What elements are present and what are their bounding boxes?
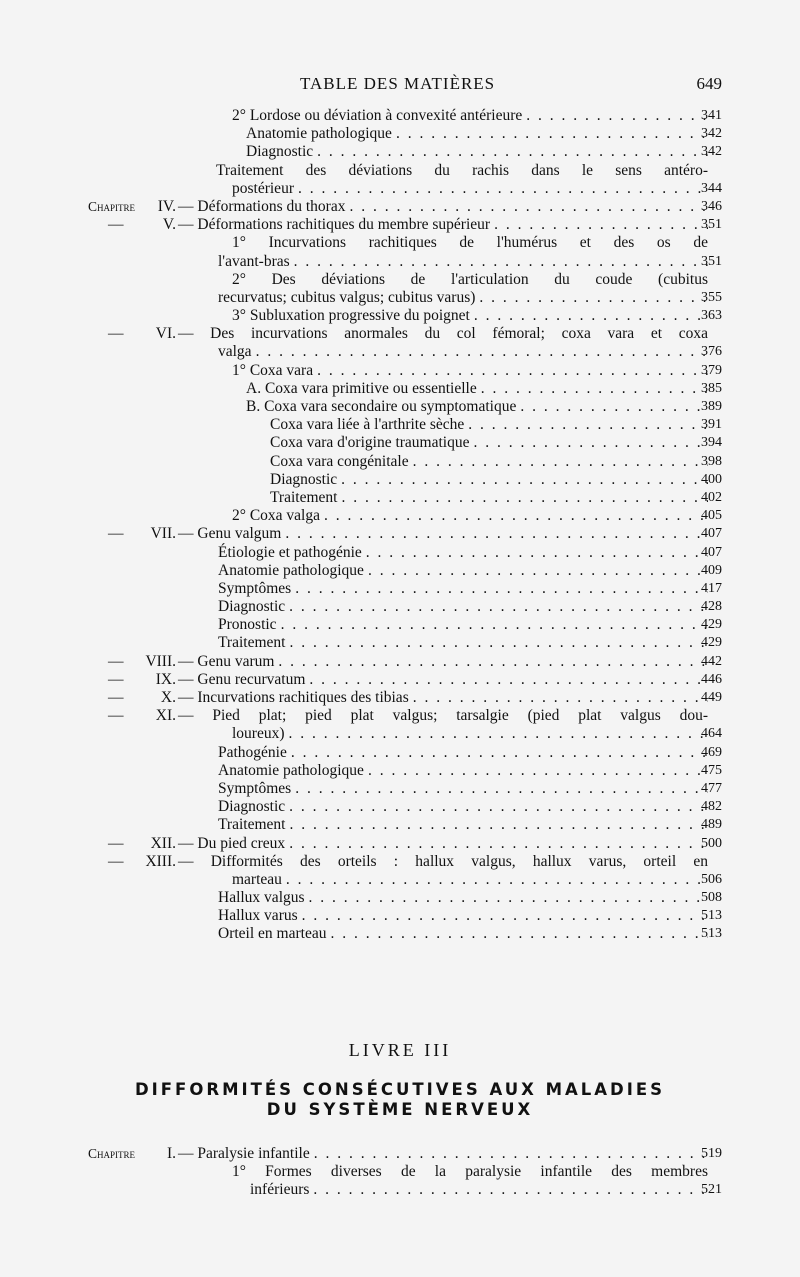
page-ref: 351	[701, 253, 722, 269]
page-ref: 351	[701, 217, 722, 233]
page-ref: 446	[701, 671, 722, 687]
page-ref: 363	[701, 308, 722, 324]
dot-leader	[291, 780, 708, 798]
dot-leader	[364, 562, 708, 580]
toc-entry: Pathogénie . . .	[218, 744, 708, 762]
toc-line	[0, 798, 800, 816]
page-ref: 475	[701, 762, 722, 778]
page-ref: 398	[701, 453, 722, 469]
toc-line: — XII. — Du pied creux . . . 500	[0, 835, 800, 853]
toc-line	[0, 744, 800, 762]
toc-entry: Orteil en marteau . . .	[218, 925, 708, 943]
toc-entry: Anatomie pathologique . . .	[246, 125, 708, 143]
dot-leader	[274, 653, 708, 671]
toc-line	[0, 1145, 800, 1163]
page-ref: 389	[701, 399, 722, 414]
toc-line	[0, 816, 800, 834]
toc-line	[0, 289, 800, 307]
toc-entry: Traitement . . .	[270, 489, 708, 507]
page-ref: 407	[701, 544, 722, 560]
toc-entry: — Genu recurvatum . . .	[178, 671, 708, 689]
toc-line: — VII. — Genu valgum . . . 407	[0, 525, 800, 543]
page-ref: 342	[701, 144, 722, 160]
page-ref: 513	[701, 926, 722, 942]
dot-leader	[364, 762, 708, 780]
page-ref: 469	[701, 744, 722, 760]
toc-entry: Traitement . . .	[218, 816, 708, 834]
toc-line	[0, 725, 800, 743]
toc-entry: Traitement . . .	[218, 634, 708, 652]
toc-entry: Hallux valgus . . .	[218, 889, 708, 907]
toc-line	[0, 471, 800, 489]
toc-line	[0, 453, 800, 471]
page-ref: 442	[701, 653, 722, 669]
page-ref: 482	[701, 799, 722, 815]
toc-entry: Symptômes . . .	[218, 580, 708, 598]
toc-line	[0, 380, 800, 398]
toc-entry: Coxa vara congénitale . . .	[270, 453, 708, 471]
page-ref: 519	[701, 1146, 722, 1161]
running-header	[0, 74, 800, 100]
page-ref: 391	[701, 417, 722, 433]
page-ref: 342	[701, 126, 722, 142]
toc-line	[0, 544, 800, 562]
toc-line: — VI. — Des incurvations anormales du col fémoral; coxa vara et coxa	[108, 325, 708, 343]
toc-entry: Pronostic . . .	[218, 616, 708, 634]
toc-entry: — Déformations rachitiques du membre supérieur . . .	[178, 216, 708, 234]
dot-leader	[285, 725, 708, 743]
toc-entry: 2° Des déviations de l'articulation du coude (cubitus	[232, 270, 708, 288]
dot-leader	[285, 798, 708, 816]
toc-entry: valga . . .	[218, 343, 708, 361]
toc-line	[0, 634, 800, 652]
toc-line	[0, 198, 800, 216]
toc-entry: 1° Incurvations rachitiques de l'humérus et des os de	[232, 234, 708, 252]
table-of-contents	[0, 107, 800, 944]
chapter-label: Chapitre IV.	[88, 197, 176, 215]
toc-entry: Symptômes . . .	[218, 780, 708, 798]
page-ref: 400	[701, 471, 722, 487]
dot-leader	[464, 416, 708, 434]
dot-leader	[490, 216, 708, 234]
toc-entry: Anatomie pathologique . . .	[218, 562, 708, 580]
dot-leader	[313, 362, 708, 380]
dot-leader	[326, 925, 708, 943]
page-ref: 409	[701, 562, 722, 578]
dot-leader	[392, 125, 708, 143]
dot-leader	[320, 507, 708, 525]
toc-line	[0, 180, 800, 198]
toc-line: — XIII. — Difformités des orteils : hallux valgus, hallux varus, orteil en	[108, 852, 708, 870]
toc-line	[0, 871, 800, 889]
dot-leader	[287, 744, 708, 762]
dot-leader	[475, 289, 708, 307]
toc-entry: — Genu varum . . .	[178, 653, 708, 671]
toc-line	[0, 780, 800, 798]
dot-leader	[281, 525, 708, 543]
page-title: TABLE DES MATIÈRES	[300, 74, 496, 93]
page-number: 649	[696, 74, 722, 93]
page-ref: 405	[701, 508, 722, 524]
dot-leader	[409, 689, 708, 707]
toc-line	[0, 362, 800, 380]
toc-line	[0, 889, 800, 907]
section-title-line-1: DIFFORMITÉS CONSÉCUTIVES AUX MALADIES	[134, 1080, 666, 1099]
dot-leader	[298, 907, 708, 925]
toc-line	[0, 162, 800, 180]
toc-line	[0, 616, 800, 634]
dot-leader	[291, 580, 708, 598]
page-ref: 429	[701, 635, 722, 651]
page-ref: 429	[701, 617, 722, 633]
dot-leader	[285, 598, 708, 616]
book-part-heading: LIVRE III	[348, 1040, 452, 1060]
toc-entry: Diagnostic . . .	[218, 798, 708, 816]
dot-leader	[470, 434, 709, 452]
toc-entry: Anatomie pathologique . . .	[218, 762, 708, 780]
toc-entry: postérieur . . .	[232, 180, 708, 198]
toc-line: — X. — Incurvations rachitiques des tibias . . . 449	[0, 689, 800, 707]
toc-entry: 1° Formes diverses de la paralysie infantile des membres	[232, 1163, 708, 1181]
toc-entry: Diagnostic . . .	[218, 598, 708, 616]
toc-entry: A. Coxa vara primitive ou essentielle . . .	[246, 380, 708, 398]
toc-entry: l'avant-bras . . .	[218, 253, 708, 271]
dot-leader	[522, 107, 708, 125]
toc-line	[0, 107, 800, 125]
page-ref: 449	[701, 690, 722, 705]
page-ref: 506	[701, 871, 722, 887]
page-ref: 477	[701, 780, 722, 796]
toc-line	[0, 562, 800, 580]
toc-line	[0, 762, 800, 780]
toc-entry: B. Coxa vara secondaire ou symptomatique . . .	[246, 398, 708, 416]
toc-entry: Diagnostic . . .	[246, 143, 708, 161]
page-ref: 344	[701, 180, 722, 196]
toc-line	[0, 125, 800, 143]
toc-line	[0, 1163, 800, 1181]
toc-line	[0, 598, 800, 616]
chapter-label: Chapitre I.	[88, 1145, 176, 1162]
toc-line	[0, 253, 800, 271]
toc-line	[0, 580, 800, 598]
dot-leader	[362, 544, 708, 562]
toc-entry: Traitement des déviations du rachis dans le sens antéro-	[216, 161, 708, 179]
dot-leader	[290, 253, 708, 271]
dot-leader	[294, 180, 708, 198]
page-ref: 355	[701, 289, 722, 305]
section-title-line-2: DU SYSTÈME NERVEUX	[266, 1100, 534, 1119]
page-ref: 385	[701, 380, 722, 396]
toc-line	[0, 398, 800, 416]
toc-line	[0, 434, 800, 452]
dot-leader	[409, 453, 708, 471]
dot-leader	[305, 671, 708, 689]
page-ref: 428	[701, 599, 722, 615]
toc-entry: recurvatus; cubitus valgus; cubitus varus) . . .	[218, 289, 708, 307]
toc-line: — V. — Déformations rachitiques du membre supérieur . . . 351	[0, 216, 800, 234]
toc-line	[0, 507, 800, 525]
toc-line	[0, 143, 800, 161]
page-ref: 402	[701, 489, 722, 505]
toc-entry: 1° Coxa vara . . .	[232, 362, 708, 380]
toc-entry: 2° Coxa valga . . .	[232, 507, 708, 525]
toc-entry: 2° Lordose ou déviation à convexité antérieure . . .	[232, 107, 708, 125]
page-ref: 521	[701, 1182, 722, 1198]
toc-line	[0, 416, 800, 434]
toc-entry: Hallux varus . . .	[218, 907, 708, 925]
toc-line	[0, 307, 800, 325]
toc-entry: — Paralysie infantile . . .	[178, 1145, 708, 1163]
dot-leader	[310, 1145, 708, 1163]
dot-leader	[285, 816, 708, 834]
toc-line: — IX. — Genu recurvatum . . . 446	[0, 671, 800, 689]
dot-leader	[313, 143, 708, 161]
toc-line: — VIII. — Genu varum . . . 442	[0, 653, 800, 671]
dot-leader	[345, 198, 708, 216]
toc-entry: 3° Subluxation progressive du poignet . . .	[232, 307, 708, 325]
page-ref: 394	[701, 435, 722, 451]
toc-entry: — Du pied creux . . .	[178, 835, 708, 853]
toc-entry: marteau . . .	[232, 871, 708, 889]
dot-leader	[470, 307, 708, 325]
page-ref: 346	[701, 198, 722, 214]
dot-leader	[305, 889, 708, 907]
dot-leader	[252, 343, 708, 361]
page-ref: 508	[701, 890, 722, 906]
dot-leader	[282, 871, 708, 889]
dot-leader	[309, 1181, 708, 1199]
page-ref: 500	[701, 835, 722, 851]
toc-entry: loureux) . . .	[232, 725, 708, 743]
toc-line	[0, 925, 800, 943]
page-ref: 489	[701, 817, 722, 833]
toc-line	[0, 343, 800, 361]
dot-leader	[285, 634, 708, 652]
page-ref: 407	[701, 526, 722, 542]
toc-line: — XI. — Pied plat; pied plat valgus; tarsalgie (pied plat valgus dou-	[108, 707, 708, 725]
page-ref: 417	[701, 580, 722, 596]
dot-leader	[337, 489, 708, 507]
page-ref: 464	[701, 726, 722, 742]
toc-line	[0, 489, 800, 507]
toc-entry: inférieurs . . .	[250, 1181, 708, 1199]
toc-entry: Coxa vara liée à l'arthrite sèche . . .	[270, 416, 708, 434]
toc-line	[0, 907, 800, 925]
page-ref: 379	[701, 362, 722, 378]
dot-leader	[516, 398, 708, 416]
toc-entry: Étiologie et pathogénie . . .	[218, 544, 708, 562]
toc-entry: — Genu valgum . . .	[178, 525, 708, 543]
page-ref: 376	[701, 344, 722, 360]
dot-leader	[477, 380, 708, 398]
toc-entry: Diagnostic . . .	[270, 471, 708, 489]
table-of-contents-continued	[0, 1145, 800, 1200]
toc-entry: — Incurvations rachitiques des tibias . . .	[178, 689, 708, 707]
toc-line	[0, 234, 800, 252]
dot-leader	[285, 835, 708, 853]
toc-line	[0, 1181, 800, 1199]
toc-entry: — Des incurvations anormales du col fémoral; coxa vara et coxa	[178, 325, 708, 343]
toc-entry: — Difformités des orteils : hallux valgus, hallux varus, orteil en	[178, 852, 708, 870]
toc-entry: — Déformations du thorax . . .	[178, 198, 708, 216]
dot-leader	[277, 616, 708, 634]
page-ref: 341	[701, 108, 722, 123]
toc-entry: Coxa vara d'origine traumatique . . .	[270, 434, 708, 452]
toc-entry: — Pied plat; pied plat valgus; tarsalgie (pied plat valgus dou-	[178, 707, 708, 725]
page-ref: 513	[701, 908, 722, 924]
dot-leader	[337, 471, 708, 489]
toc-line	[0, 271, 800, 289]
